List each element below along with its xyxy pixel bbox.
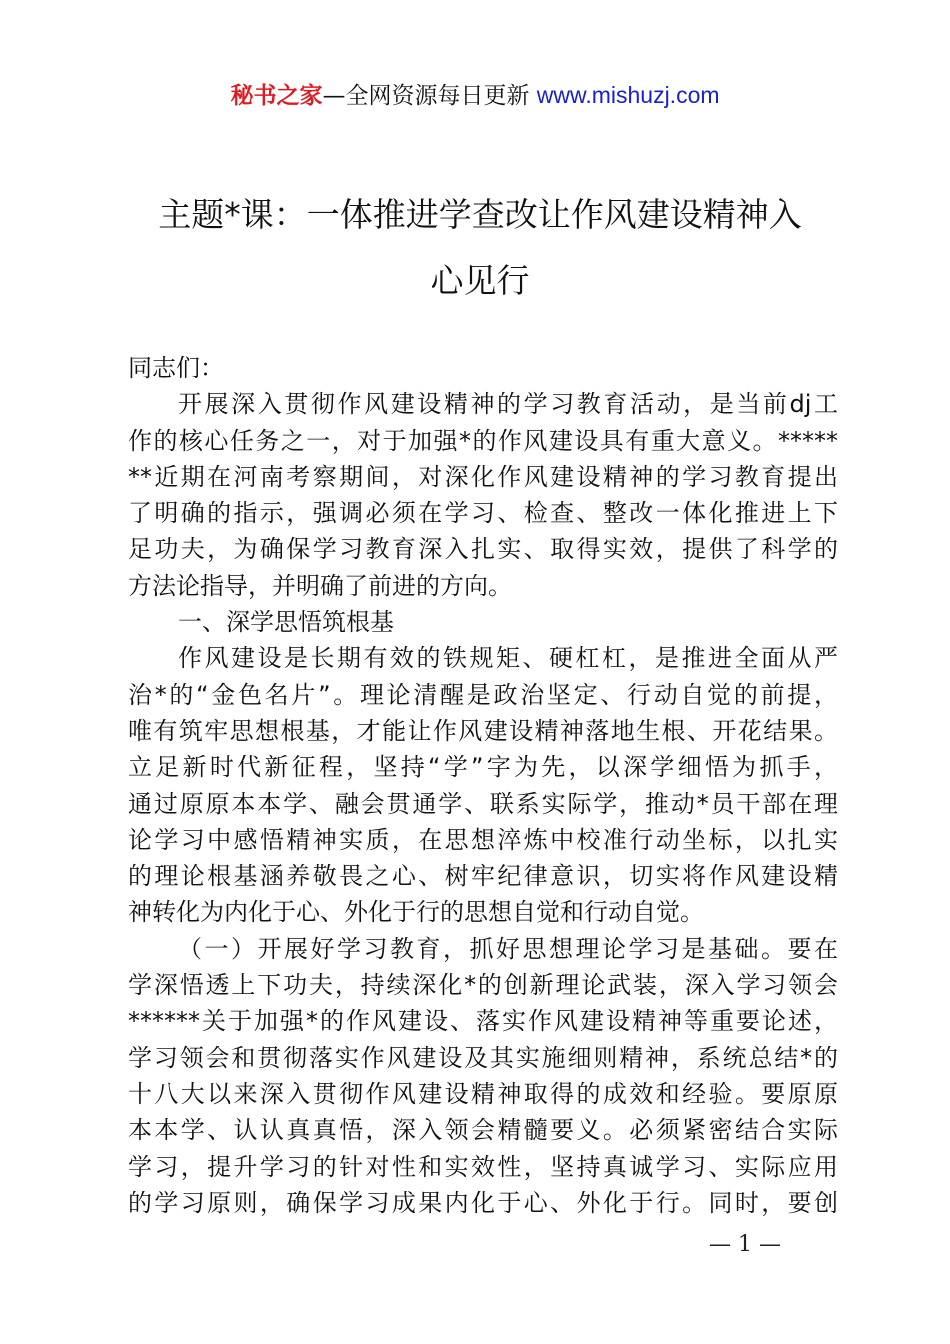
body-line: 足功夫，为确保学习教育深入扎实、取得实效，提供了科学的 bbox=[128, 535, 838, 564]
body-line: ******关于加强*的作风建设、落实作风建设精神等重要论述， bbox=[128, 1007, 838, 1036]
body-line: 治*的“金色名片”。理论清醒是政治坚定、行动自觉的前提， bbox=[128, 680, 838, 709]
document-title bbox=[130, 182, 830, 314]
document-body bbox=[128, 350, 838, 1221]
body-line: 作风建设是长期有效的铁规矩、硬杠杠，是推进全面从严 bbox=[178, 644, 838, 673]
body-line: 的学习原则，确保学习成果内化于心、外化于行。同时，要创 bbox=[128, 1188, 838, 1217]
body-line: 学习，提升学习的针对性和实效性，坚持真诚学习、实际应用 bbox=[128, 1152, 838, 1181]
body-line: **近期在河南考察期间，对深化作风建设精神的学习教育提出 bbox=[128, 462, 838, 491]
body-line: 本本学、认认真真悟，深入领会精髓要义。必须紧密结合实际 bbox=[128, 1116, 838, 1145]
body-line: 唯有筑牢思想根基，才能让作风建设精神落地生根、开花结果。 bbox=[128, 716, 838, 745]
body-line: 论学习中感悟精神实质，在思想淬炼中校准行动坐标，以扎实 bbox=[128, 825, 838, 854]
title-line-2: 心见行 bbox=[430, 261, 530, 300]
salutation: 同志们： bbox=[128, 354, 224, 382]
page-number: — 1 — bbox=[709, 1232, 781, 1257]
title-line-1: 主题*课：一体推进学查改让作风建设精神入 bbox=[158, 195, 802, 234]
body-line: 学习领会和贯彻落实作风建设及其实施细则精神，系统总结*的 bbox=[128, 1043, 838, 1072]
body-line: 方法论指导，并明确了前进的方向。 bbox=[128, 571, 512, 600]
subsection-line: （一）开展好学习教育，抓好思想理论学习是基础。要在 bbox=[178, 934, 838, 963]
body-line: 通过原原本本学、融会贯通学、联系实际学，推动*员干部在理 bbox=[128, 789, 838, 818]
body-line: 了明确的指示，强调必须在学习、检查、整改一体化推进上下 bbox=[128, 499, 838, 528]
body-line: 立足新时代新征程，坚持“学”字为先，以深学细悟为抓手， bbox=[128, 753, 838, 782]
site-url-link[interactable]: www.mishuzj.com bbox=[536, 82, 720, 108]
body-line: 开展深入贯彻作风建设精神的学习教育活动，是当前dj工 bbox=[178, 390, 838, 419]
section-heading: 一、深学思悟筑根基 bbox=[178, 608, 394, 637]
body-line: 的理论根基涵养敬畏之心、树牢纪律意识，切实将作风建设精 bbox=[128, 862, 838, 891]
header-tagline: —全网资源每日更新 bbox=[322, 83, 530, 109]
body-line: 作的核心任务之一，对于加强*的作风建设具有重大意义。***** bbox=[128, 426, 838, 455]
body-line: 学深悟透上下功夫，持续深化*的创新理论武装，深入学习领会 bbox=[128, 971, 838, 1000]
body-line: 神转化为内化于心、外化于行的思想自觉和行动自觉。 bbox=[128, 898, 704, 927]
brand-name: 秘书之家 bbox=[230, 83, 323, 109]
body-line: 十八大以来深入贯彻作风建设精神取得的成效和经验。要原原 bbox=[128, 1079, 838, 1108]
site-header bbox=[0, 78, 950, 113]
